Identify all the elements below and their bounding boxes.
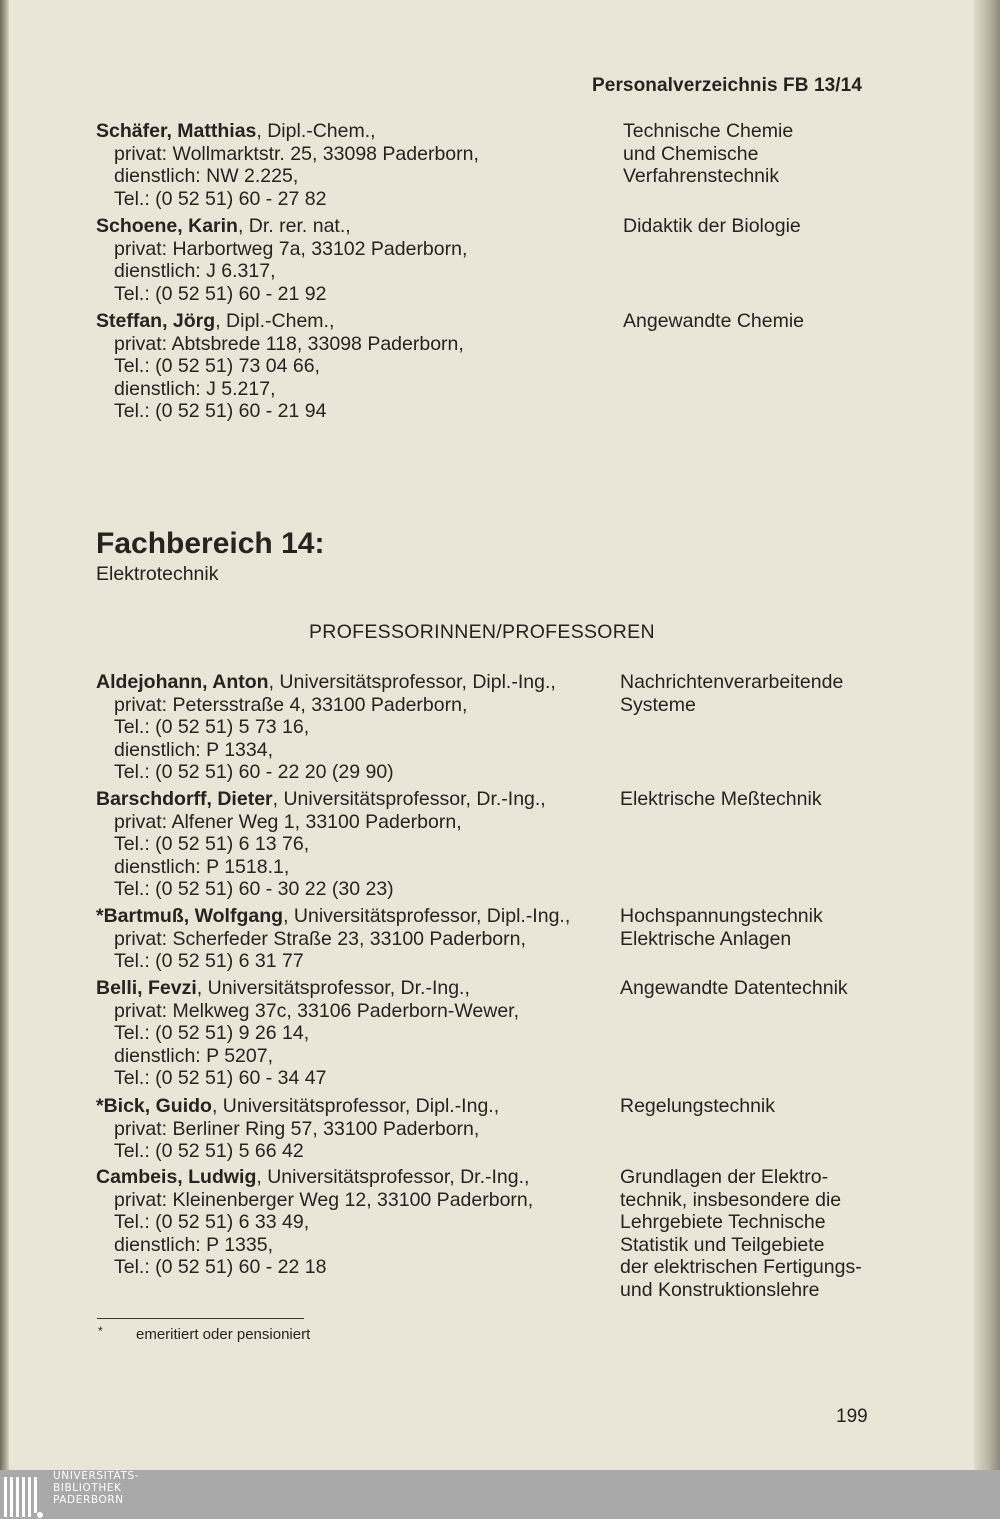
page-edge-shadow [974,0,1000,1470]
entry-detail-line: Tel.: (0 52 51) 6 33 49, [114,1211,310,1234]
person-title: , Universitätsprofessor, Dipl.-Ing., [268,671,556,693]
library-logo-line: BIBLIOTHEK [53,1482,122,1494]
entry-name-line [96,905,596,928]
entry-address-block [96,905,596,973]
entry-address-block [96,788,596,901]
entry-address-block [96,1166,596,1279]
entry-name-line [96,1095,596,1118]
entry-field-line: Verfahrenstechnik [623,165,780,188]
entry-detail-line: Tel.: (0 52 51) 60 - 22 18 [114,1256,327,1279]
entry-detail-line: Tel.: (0 52 51) 60 - 34 47 [114,1067,327,1090]
entry-address-block [96,120,596,210]
entry-detail-line: Tel.: (0 52 51) 6 13 76, [114,833,310,856]
entry-name-line [96,788,596,811]
entry-detail-line: privat: Melkweg 37c, 33106 Paderborn-Wewer, [114,999,520,1022]
library-logo-line: PADERBORN [53,1494,124,1506]
entry-detail-line: dienstlich: J 5.217, [114,377,276,400]
person-name: Cambeis, Ludwig [96,1166,257,1188]
entry-name-line [96,215,596,238]
entry-field-line: Regelungstechnik [620,1095,776,1117]
entry-field [620,977,920,1000]
entry-address-block [96,1095,596,1163]
person-name: *Bartmuß, Wolfgang [96,905,284,927]
footnote-text: emeritiert oder pensioniert [136,1326,311,1343]
entry-field [620,671,920,716]
entry-detail-line: dienstlich: P 1334, [114,738,273,761]
entry-detail-line: privat: Kleinenberger Weg 12, 33100 Paderborn, [114,1188,534,1211]
group-heading: PROFESSORINNEN/PROFESSOREN [309,621,655,643]
entry-address-block [96,671,596,784]
entry-field-line: Systeme [620,693,696,716]
footnote-marker: * [98,1324,103,1338]
entry-detail-line: Tel.: (0 52 51) 60 - 21 94 [114,400,327,423]
entry-detail-line: Tel.: (0 52 51) 9 26 14, [114,1022,310,1045]
entry-detail-line: privat: Berliner Ring 57, 33100 Paderborn, [114,1117,480,1140]
entry-field [620,1095,920,1118]
running-head: Personalverzeichnis FB 13/14 [592,75,862,96]
entry-detail-line: Tel.: (0 52 51) 60 - 30 22 (30 23) [114,878,394,901]
scanned-page [9,0,974,1470]
entry-field [623,120,923,188]
person-title: , Dipl.-Chem., [256,120,376,142]
entry-field-line: Technische Chemie [623,120,794,142]
person-name: Barschdorff, Dieter [96,788,273,810]
book-spine-shadow [0,0,9,1470]
entry-field [620,1166,920,1302]
entry-address-block [96,215,596,305]
entry-name-line [96,120,596,143]
entry-detail-line: dienstlich: P 1335, [114,1233,273,1256]
library-footer-bar [0,1470,1000,1519]
entry-detail-line: privat: Abtsbrede 118, 33098 Paderborn, [114,332,464,355]
page-number: 199 [836,1406,868,1427]
entry-field-line: Angewandte Chemie [623,310,805,332]
entry-address-block [96,310,596,423]
entry-field-line: Hochspannungstechnik [620,905,823,927]
footnote-divider [97,1318,304,1319]
person-name: Aldejohann, Anton [96,671,269,693]
entry-field-line: Didaktik der Biologie [623,215,801,237]
entry-field [623,215,923,238]
entry-field-line: technik, insbesondere die [620,1188,842,1211]
entry-field-line: Elektrische Anlagen [620,927,792,950]
entry-name-line [96,310,596,333]
entry-detail-line: privat: Scherfeder Straße 23, 33100 Paderborn, [114,927,526,950]
entry-detail-line: Tel.: (0 52 51) 5 66 42 [114,1140,304,1163]
entry-detail-line: Tel.: (0 52 51) 73 04 66, [114,355,320,378]
entry-field-line: Statistik und Teilgebiete [620,1233,825,1256]
entry-detail-line: dienstlich: NW 2.225, [114,165,299,188]
person-name: Belli, Fevzi [96,977,197,999]
person-name: Steffan, Jörg [96,310,216,332]
person-title: , Universitätsprofessor, Dipl.-Ing., [283,905,571,927]
entry-name-line [96,671,596,694]
entry-detail-line: privat: Alfener Weg 1, 33100 Paderborn, [114,810,462,833]
entry-detail-line: Tel.: (0 52 51) 60 - 22 20 (29 90) [114,761,394,784]
entry-detail-line: dienstlich: J 6.317, [114,260,276,283]
library-logo-icon [4,1471,48,1519]
entry-field-line: Nachrichtenverarbeitende [620,671,844,693]
person-title: , Universitätsprofessor, Dr.-Ing., [272,788,546,810]
entry-address-block [96,977,596,1090]
entry-field [620,905,920,950]
entry-detail-line: Tel.: (0 52 51) 5 73 16, [114,716,310,739]
entry-field-line: Angewandte Datentechnik [620,977,848,999]
entry-detail-line: Tel.: (0 52 51) 60 - 21 92 [114,282,327,305]
entry-detail-line: Tel.: (0 52 51) 6 31 77 [114,950,304,973]
entry-detail-line: privat: Wollmarktstr. 25, 33098 Paderborn, [114,142,479,165]
entry-detail-line: Tel.: (0 52 51) 60 - 27 82 [114,187,327,210]
person-title: , Dr. rer. nat., [237,215,351,237]
person-name: Schäfer, Matthias [96,120,257,142]
entry-detail-line: dienstlich: P 1518.1, [114,855,290,878]
entry-detail-line: privat: Harbortweg 7a, 33102 Paderborn, [114,237,468,260]
entry-field-line: und Chemische [623,142,759,165]
entry-detail-line: privat: Petersstraße 4, 33100 Paderborn, [114,693,468,716]
entry-field-line: Grundlagen der Elektro- [620,1166,829,1188]
person-title: , Dipl.-Chem., [215,310,335,332]
entry-field [620,788,920,811]
person-title: , Universitätsprofessor, Dr.-Ing., [256,1166,530,1188]
section-title: Fachbereich 14: [96,527,325,560]
entry-field-line: und Konstruktionslehre [620,1278,820,1301]
person-title: , Universitätsprofessor, Dipl.-Ing., [211,1095,500,1117]
entry-detail-line: dienstlich: P 5207, [114,1044,273,1067]
entry-field-line: Elektrische Meßtechnik [620,788,822,810]
entry-name-line [96,1166,596,1189]
entry-field [623,310,923,333]
person-name: *Bick, Guido [96,1095,212,1117]
library-logo-text [53,1470,139,1506]
entry-field-line: Lehrgebiete Technische [620,1211,826,1234]
library-logo-line: UNIVERSITÄTS- [53,1470,140,1482]
person-name: Schoene, Karin [96,215,238,237]
person-title: , Universitätsprofessor, Dr.-Ing., [196,977,470,999]
entry-name-line [96,977,596,1000]
entry-field-line: der elektrischen Fertigungs- [620,1256,862,1279]
section-subtitle: Elektrotechnik [96,563,219,585]
